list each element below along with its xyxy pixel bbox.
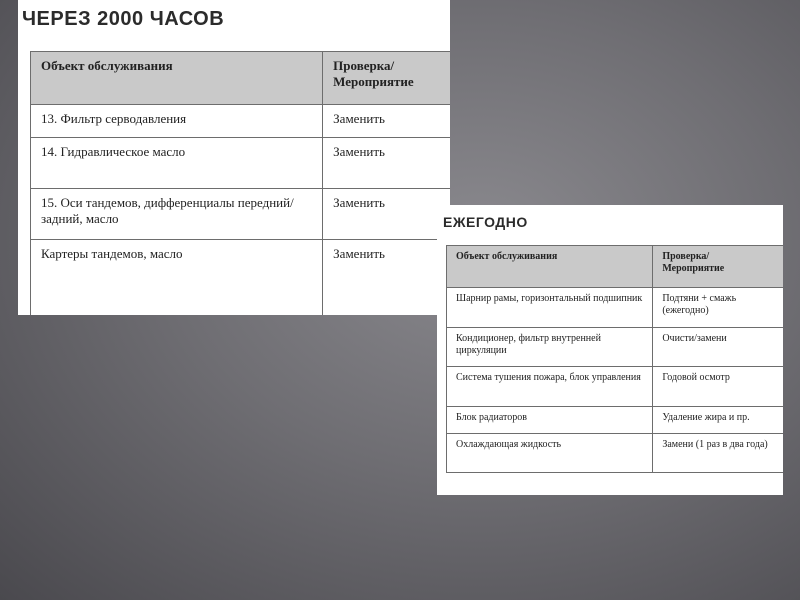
table-row — [31, 240, 451, 316]
object-cell: Шарнир рамы, горизонтальный подшипник — [447, 288, 653, 328]
object-cell: 14. Гидравлическое масло — [31, 138, 323, 189]
action-cell: Заменить — [323, 240, 450, 316]
table-row — [31, 138, 451, 189]
header-object: Объект обслуживания — [31, 52, 323, 105]
object-cell: Система тушения пожара, блок управления — [447, 367, 653, 407]
action-cell: Заменить — [323, 189, 450, 240]
maintenance-annual-panel — [437, 205, 783, 495]
action-cell: Удаление жира и пр. — [653, 407, 783, 434]
table-row — [447, 407, 784, 434]
header-check: Проверка/ Мероприятие — [653, 246, 783, 288]
maintenance-table — [446, 245, 783, 473]
action-cell: Замени (1 раз в два года) — [653, 434, 783, 473]
object-cell: Блок радиаторов — [447, 407, 653, 434]
panel-title: ЕЖЕГОДНО — [443, 214, 528, 230]
panel-title: ЧЕРЕЗ 2000 ЧАСОВ — [22, 8, 225, 30]
object-cell: Кондиционер, фильтр внутренней циркуляции — [447, 328, 653, 367]
table-row — [447, 434, 784, 473]
table-header-row — [447, 246, 784, 288]
table-header-row — [31, 52, 451, 105]
header-check: Проверка/ Мероприятие — [323, 52, 450, 105]
action-cell: Подтяни + смажь (ежегодно) — [653, 288, 783, 328]
table-row — [447, 328, 784, 367]
table-row — [447, 367, 784, 407]
object-cell: 15. Оси тандемов, дифференциалы передний/задний, масло — [31, 189, 323, 240]
object-cell: Охлаждающая жидкость — [447, 434, 653, 473]
action-cell: Очисти/замени — [653, 328, 783, 367]
maintenance-table — [30, 51, 450, 315]
action-cell: Годовой осмотр — [653, 367, 783, 407]
header-object: Объект обслуживания — [447, 246, 653, 288]
table-row — [31, 105, 451, 138]
table-row — [447, 288, 784, 328]
object-cell: 13. Фильтр серводавления — [31, 105, 323, 138]
action-cell: Заменить — [323, 138, 450, 189]
table-row — [31, 189, 451, 240]
action-cell: Заменить — [323, 105, 450, 138]
object-cell: Картеры тандемов, масло — [31, 240, 323, 316]
maintenance-2000h-panel — [18, 0, 450, 315]
